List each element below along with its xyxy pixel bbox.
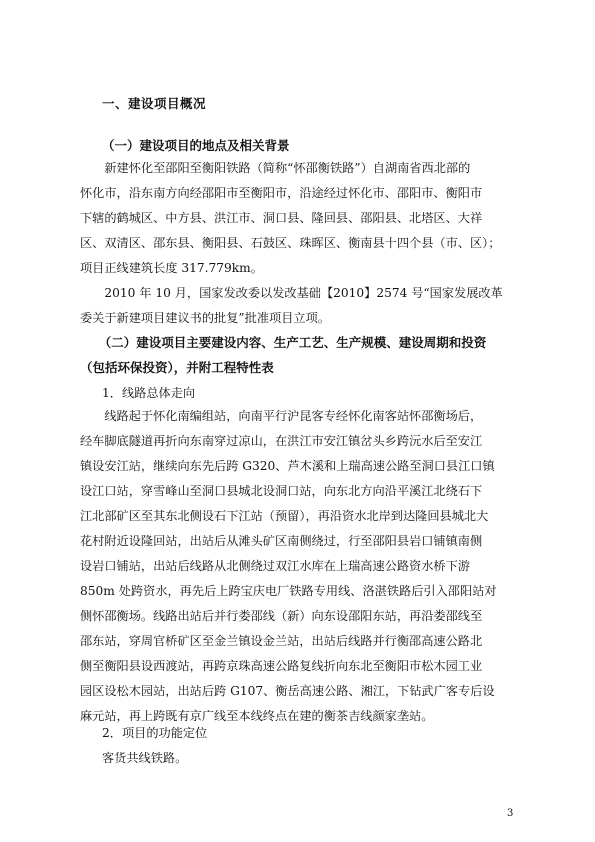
paragraph-route [80,404,516,729]
text-line: 麻元站，再上跨既有京广线至本线终点在建的衡茶吉线颜家垄站。 [80,709,434,723]
text-line: 委关于新建项目建议书的批复”批准项目立项。 [80,311,330,325]
text-line: 设江口站，穿雪峰山至洞口县城北设洞口站，向东北方向沿平溪江北绕石下 [80,484,483,498]
text-line: 850m 处跨资水，再先后上跨宝庆电厂铁路专用线、洛湛铁路后引入邵阳站对 [80,584,497,598]
text-line: 镇设安江站，继续向东先后跨 G320、芦木溪和上瑞高速公路至洞口县江口镇 [80,459,495,473]
paragraph-background [80,156,516,281]
text-line: 项目正线建筑长度 317.779km。 [80,261,263,275]
item-1-title: 1．线路总体走向 [102,386,196,400]
subsection-1-title: （一）建设项目的地点及相关背景 [102,138,290,153]
text-line: 江北部矿区至其东北侧设石下江站（预留），再沿资水北岸到达隆回县城北大 [80,509,489,523]
text-line: 侧至衡阳县设西渡站，再跨京珠高速公路复线折向东北至衡阳市松木园工业 [80,659,483,673]
text-line: 园区设松木园站，出站后跨 G107、衡岳高速公路、湘江，下钻武广客专后设 [80,684,495,698]
subsection-2-title [80,330,486,380]
section-title: 一、建设项目概况 [102,96,207,111]
text-line: 侧怀邵衡场。线路出站后并行娄邵线（新）向东设邵阳东站，再沿娄邵线至 [80,609,483,623]
text-line: 区、双清区、邵东县、衡阳县、石鼓区、珠晖区、衡南县十四个县（市、区）； [80,236,501,250]
text-line: 怀化市，沿东南方向经邵阳市至衡阳市，沿途经过怀化市、邵阳市、衡阳市 [80,186,483,200]
item-2-text: 客货共线铁路。 [102,751,188,765]
text-line: 下辖的鹤城区、中方县、洪江市、洞口县、隆回县、邵阳县、北塔区、大祥 [80,211,483,225]
text-line: 邵东站，穿周官桥矿区至金兰镇设金兰站，出站后线路并行衡邵高速公路北 [80,634,483,648]
text-line: 花村附近设隆回站，出站后从滩头矿区南侧绕过，行至邵阳县岩口铺镇南侧 [80,534,483,548]
text-line: 经车脚底隧道再折向东南穿过凉山，在洪江市安江镇岔头乡跨沅水后至安江 [80,434,483,448]
text-line: 设岩口铺站，出站后线路从北侧绕过双江水库在上瑞高速公路资水桥下游 [80,559,470,573]
text-line: 新建怀化至邵阳至衡阳铁路（简称“怀邵衡铁路”）自湖南省西北部的 [80,161,471,175]
text-line: （包括环保投资），并附工程特性表 [80,360,274,375]
paragraph-approval [80,281,516,331]
page-number: 3 [507,808,514,819]
text-line: 2010 年 10 月，国家发改委以发改基础【2010】2574 号“国家发展改革 [80,286,503,300]
item-2-title: 2．项目的功能定位 [102,726,208,740]
text-line: （二）建设项目主要建设内容、生产工艺、生产规模、建设周期和投资 [80,335,487,350]
text-line: 线路起于怀化南编组站，向南平行沪昆客专经怀化南客站怀邵衡场后， [80,409,483,423]
